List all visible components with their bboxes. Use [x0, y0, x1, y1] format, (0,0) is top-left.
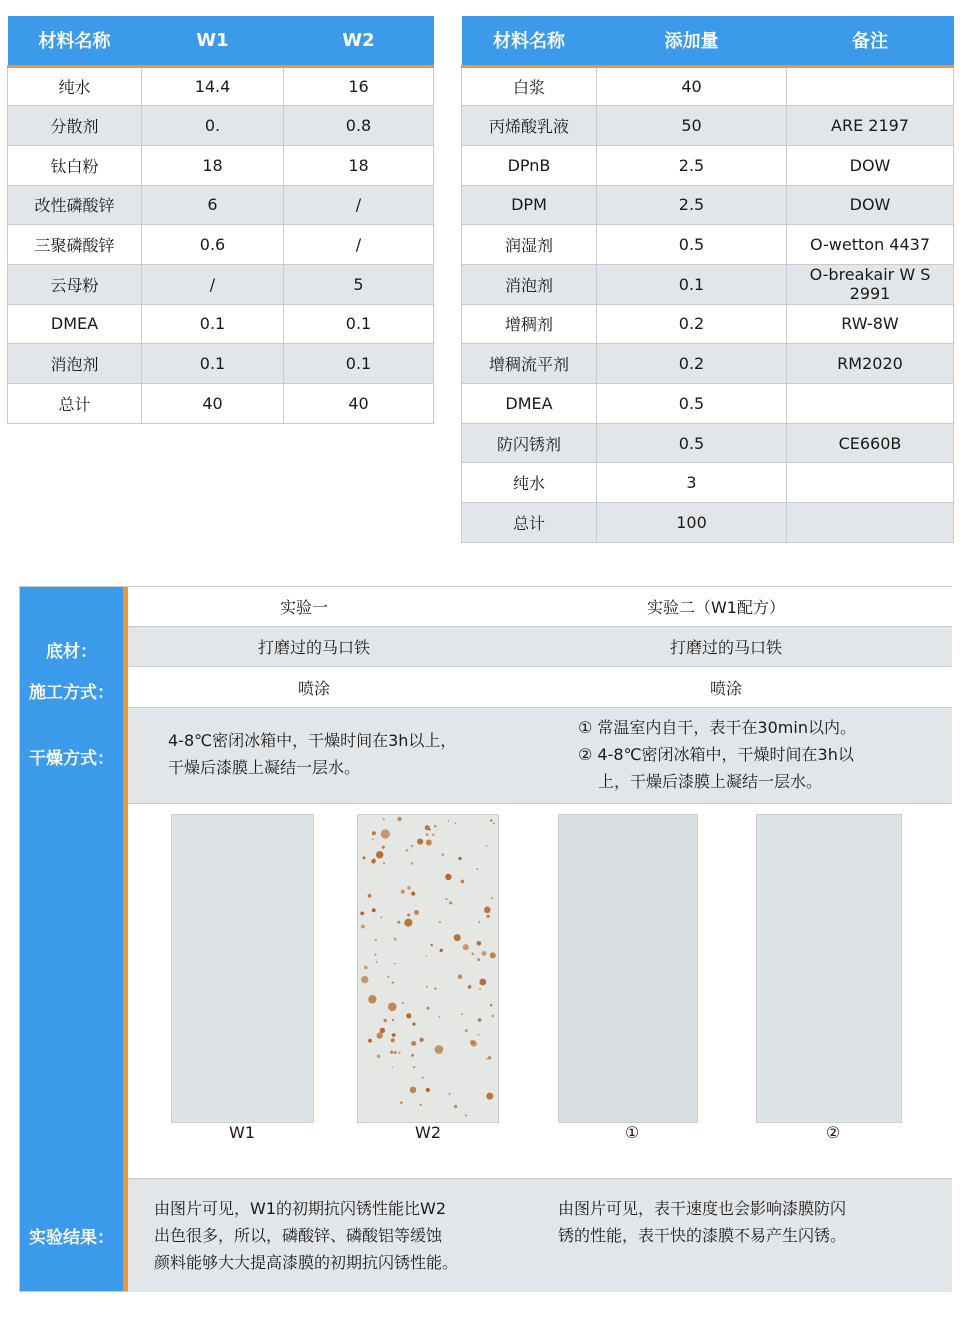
rust-spot — [493, 822, 495, 824]
rust-spot — [400, 1102, 402, 1104]
drying-2-line: ② 4-8℃密闭冰箱中，干燥时间在3h以 — [578, 745, 854, 764]
rust-spot — [411, 862, 413, 864]
table-cell: 分散剂 — [8, 106, 142, 146]
header-w1: W1 — [142, 16, 284, 66]
table-row — [462, 503, 954, 543]
result-label: 实验结果： — [29, 1228, 114, 1248]
rust-spot — [361, 976, 368, 983]
rust-spot — [426, 833, 429, 836]
rust-spot — [368, 995, 376, 1003]
rust-spot — [390, 1051, 393, 1054]
table-cell: 增稠剂 — [462, 304, 597, 344]
panel-w1 — [171, 814, 314, 1123]
drying-1-text — [168, 727, 508, 781]
header-remark: 备注 — [787, 16, 954, 66]
table-cell: O-wetton 4437 — [787, 225, 954, 265]
table-cell: DOW — [787, 145, 954, 185]
header-material: 材料名称 — [8, 16, 142, 66]
table-cell: 纯水 — [462, 463, 597, 503]
table-cell: 0.1 — [142, 304, 284, 344]
rust-spot — [471, 953, 474, 956]
rust-spots — [358, 815, 498, 1122]
table-cell: 0.5 — [597, 225, 787, 265]
rust-spot — [486, 845, 488, 847]
rust-spot — [438, 1016, 440, 1018]
rust-spot — [441, 853, 444, 856]
panel-caption-w2: W2 — [415, 1123, 441, 1142]
result-1-text — [154, 1195, 554, 1276]
table-cell: 16 — [284, 66, 434, 106]
table-row — [462, 423, 954, 463]
table-cell: 增稠流平剂 — [462, 344, 597, 384]
method-label: 施工方式： — [29, 683, 114, 703]
rust-spot — [488, 1056, 491, 1059]
table-row — [8, 384, 434, 424]
table-row — [8, 145, 434, 185]
table-cell: / — [284, 225, 434, 265]
table-cell: DPM — [462, 185, 597, 225]
table-cell: 改性磷酸锌 — [8, 185, 142, 225]
rust-spot — [479, 979, 486, 986]
rust-spot — [361, 925, 365, 929]
rust-spot — [364, 966, 368, 970]
table-row — [8, 225, 434, 265]
panel-caption-w1: W1 — [229, 1123, 255, 1142]
table-cell: ARE 2197 — [787, 106, 954, 146]
rust-spot — [377, 1054, 381, 1058]
experiment-1-title: 实验一 — [279, 598, 328, 617]
rust-spot — [435, 1045, 444, 1054]
rust-spot — [434, 988, 436, 990]
rust-spot — [372, 908, 376, 912]
header-amount: 添加量 — [597, 16, 787, 66]
table-cell: 0.2 — [597, 344, 787, 384]
rust-spot — [383, 862, 385, 864]
drying-2-line: ① 常温室内自干，表干在30min以内。 — [578, 718, 856, 737]
rust-spot — [470, 1040, 475, 1045]
table-cell: 0.1 — [284, 344, 434, 384]
rust-spot — [417, 839, 423, 845]
table-row — [8, 66, 434, 106]
experiment-2-title: 实验二（W1配方） — [646, 598, 785, 617]
table-cell: 40 — [597, 66, 787, 106]
result-1-line: 颜料能够大大提高漆膜的初期抗闪锈性能。 — [154, 1253, 459, 1272]
rust-spot — [375, 939, 377, 941]
rust-spot — [490, 952, 496, 958]
result-2-text — [558, 1195, 948, 1249]
result-row — [128, 1179, 952, 1292]
rust-spot — [406, 849, 409, 852]
rust-spot — [392, 1019, 394, 1021]
rust-spot — [411, 845, 414, 848]
rust-spot — [420, 1038, 424, 1042]
drying-1-line: 干燥后漆膜上凝结一层水。 — [168, 758, 361, 777]
table-cell: 2.5 — [597, 185, 787, 225]
table-cell: RW-8W — [787, 304, 954, 344]
table-row — [462, 264, 954, 304]
rust-spot — [382, 846, 385, 849]
table-cell — [787, 503, 954, 543]
rust-spot — [486, 915, 489, 918]
rust-spot — [399, 1052, 401, 1054]
rust-spot — [362, 856, 365, 859]
rust-spot — [445, 874, 451, 880]
rust-spot — [394, 938, 397, 941]
rust-spot — [477, 868, 479, 870]
rust-spot — [371, 859, 376, 864]
rust-spot — [484, 907, 491, 914]
rust-spot — [411, 892, 415, 896]
table-cell: 0.6 — [142, 225, 284, 265]
table-cell: 100 — [597, 503, 787, 543]
table-cell: DOW — [787, 185, 954, 225]
rust-spot — [414, 910, 419, 915]
table-row — [462, 384, 954, 424]
panel-caption-1: ① — [624, 1123, 640, 1142]
rust-spot — [449, 902, 452, 905]
table-row — [462, 304, 954, 344]
result-2-line: 由图片可见，表干速度也会影响漆膜防闪 — [558, 1199, 847, 1218]
rust-spot — [394, 1051, 397, 1054]
panel-photo-row — [128, 804, 952, 1179]
table-cell: 润湿剂 — [462, 225, 597, 265]
table-cell: DMEA — [8, 304, 142, 344]
rust-spot — [388, 1003, 397, 1012]
panel-w2-rusted — [357, 814, 499, 1123]
rust-spot — [413, 1066, 415, 1068]
table-row — [8, 264, 434, 304]
table-row — [462, 185, 954, 225]
rust-spot — [411, 1054, 414, 1057]
rust-spot — [381, 829, 390, 838]
table-cell: 纯水 — [8, 66, 142, 106]
substrate-row — [128, 627, 952, 667]
table-cell: 0.2 — [597, 304, 787, 344]
rust-spot — [432, 834, 434, 836]
table-cell: 18 — [142, 145, 284, 185]
table-cell: 50 — [597, 106, 787, 146]
rust-spot — [410, 1087, 417, 1094]
rust-spot — [463, 944, 469, 950]
rust-spot — [368, 1039, 372, 1043]
experiment-section — [19, 586, 952, 1292]
rust-spot — [446, 898, 448, 900]
rust-spot — [491, 897, 493, 899]
table-cell: DPnB — [462, 145, 597, 185]
table-cell: 丙烯酸乳液 — [462, 106, 597, 146]
table-cell: 三聚磷酸锌 — [8, 225, 142, 265]
rust-spot — [479, 988, 481, 990]
rust-spot — [392, 982, 394, 984]
table-cell: 40 — [142, 384, 284, 424]
rust-spot — [439, 921, 441, 923]
rust-spot — [440, 949, 443, 952]
rust-spot — [458, 857, 461, 860]
table-cell: 0.1 — [142, 344, 284, 384]
table-cell: 3 — [597, 463, 787, 503]
rust-spot — [430, 944, 433, 947]
header-w2: W2 — [284, 16, 434, 66]
rust-spot — [455, 822, 457, 824]
table-cell: 0.5 — [597, 423, 787, 463]
result-1-line: 出色很多，所以，磷酸锌、磷酸铝等缓蚀 — [154, 1226, 443, 1245]
table-cell — [787, 66, 954, 106]
rust-spot — [402, 1002, 404, 1004]
table-row — [8, 344, 434, 384]
table-cell: 5 — [284, 264, 434, 304]
rust-spot — [360, 912, 364, 916]
method-1: 喷涂 — [297, 678, 330, 698]
table-header-row — [462, 16, 954, 66]
rust-spot — [380, 916, 382, 918]
result-2-line: 锈的性能，表干快的漆膜不易产生闪锈。 — [558, 1226, 847, 1245]
rust-spot — [490, 1004, 492, 1006]
rust-spot — [404, 919, 412, 927]
substrate-2: 打磨过的马口铁 — [669, 638, 782, 657]
rust-spot — [454, 1105, 457, 1108]
table-cell: 18 — [284, 145, 434, 185]
table-cell: 总计 — [462, 503, 597, 543]
drying-row — [128, 708, 952, 804]
rust-spot — [397, 921, 400, 924]
substrate-1: 打磨过的马口铁 — [257, 638, 370, 657]
table-row — [462, 344, 954, 384]
method-row — [128, 667, 952, 708]
rust-spot — [461, 1013, 463, 1015]
rust-spot — [490, 819, 492, 821]
table-cell: O-breakair W S 2991 — [787, 264, 954, 304]
rust-spot — [482, 951, 487, 956]
rust-spot — [478, 921, 480, 923]
rust-spot — [376, 961, 378, 963]
table-row — [462, 145, 954, 185]
rust-spot — [426, 955, 428, 957]
panel-2 — [756, 814, 902, 1123]
table-row — [8, 185, 434, 225]
drying-2-line: 上，干燥后漆膜上凝结一层水。 — [598, 772, 823, 791]
rust-spot — [383, 818, 385, 820]
rust-spot — [374, 858, 376, 860]
rust-spot — [477, 958, 480, 961]
rust-spot — [376, 851, 383, 858]
table-row — [8, 304, 434, 344]
table-cell: 2.5 — [597, 145, 787, 185]
rust-spot — [372, 831, 376, 835]
rust-spot — [465, 1029, 468, 1032]
rust-spot — [426, 1088, 430, 1092]
rust-spot — [449, 1093, 451, 1095]
panel-caption-2: ② — [825, 1123, 841, 1142]
table-cell: CE660B — [787, 423, 954, 463]
rust-spot — [425, 825, 430, 830]
method-2: 喷涂 — [709, 678, 742, 698]
substrate-label: 底材： — [46, 642, 97, 662]
rust-spot — [411, 1041, 416, 1046]
table-row — [462, 66, 954, 106]
rust-spot — [427, 1007, 430, 1010]
rust-spot — [368, 894, 372, 898]
rust-spot — [486, 1058, 488, 1060]
rust-spot — [407, 886, 411, 890]
rust-spot — [465, 1114, 467, 1116]
table-cell: 钛白粉 — [8, 145, 142, 185]
table-row — [8, 106, 434, 146]
table-cell: 0.8 — [284, 106, 434, 146]
rust-spot — [372, 838, 374, 840]
table-cell: 总计 — [8, 384, 142, 424]
table-cell: 0.1 — [597, 264, 787, 304]
table-row — [462, 106, 954, 146]
rust-spot — [391, 1038, 395, 1042]
rust-spot — [461, 880, 465, 884]
table-header-row — [8, 16, 434, 66]
rust-spot — [434, 825, 437, 828]
table-cell: 14.4 — [142, 66, 284, 106]
rust-spot — [406, 1013, 411, 1018]
rust-spot — [392, 1067, 394, 1069]
table-cell: DMEA — [462, 384, 597, 424]
rust-spot — [426, 840, 432, 846]
rust-spot — [454, 934, 461, 941]
rust-spot — [394, 963, 396, 965]
rust-spot — [383, 1019, 387, 1023]
table-cell: 0. — [142, 106, 284, 146]
table-cell: 云母粉 — [8, 264, 142, 304]
table-row — [462, 225, 954, 265]
table-row — [462, 463, 954, 503]
table-cell: 消泡剂 — [462, 264, 597, 304]
rust-spot — [388, 976, 390, 978]
rust-spot — [392, 1033, 396, 1037]
panel-1 — [558, 814, 698, 1123]
rust-spot — [448, 821, 450, 823]
rust-spot — [375, 954, 377, 956]
rust-spot — [486, 1093, 493, 1100]
rust-spot — [377, 1032, 383, 1038]
rust-spot — [477, 941, 482, 946]
drying-label: 干燥方式： — [29, 749, 114, 769]
header-material: 材料名称 — [462, 16, 597, 66]
experiment-label-column — [20, 587, 123, 1291]
rust-spot — [458, 975, 462, 979]
rust-spot — [422, 1077, 424, 1079]
table-cell: 0.1 — [284, 304, 434, 344]
rust-spot — [478, 1018, 482, 1022]
rust-spot — [380, 1028, 385, 1033]
table-cell: RM2020 — [787, 344, 954, 384]
rust-spot — [426, 986, 428, 988]
result-1-line: 由图片可见，W1的初期抗闪锈性能比W2 — [154, 1199, 447, 1218]
table-cell: 0.5 — [597, 384, 787, 424]
table-cell — [787, 463, 954, 503]
table-cell: / — [284, 185, 434, 225]
formula-table-w1-w2 — [7, 16, 434, 424]
drying-1-line: 4-8℃密闭冰箱中，干燥时间在3h以上， — [168, 731, 457, 750]
rust-spot — [492, 1015, 494, 1017]
rust-spot — [412, 1023, 415, 1026]
table-cell: / — [142, 264, 284, 304]
rust-spot — [420, 1104, 422, 1106]
rust-spot — [478, 1034, 480, 1036]
table-cell: 消泡剂 — [8, 344, 142, 384]
table-cell: 防闪锈剂 — [462, 423, 597, 463]
rust-spot — [401, 890, 405, 894]
table-cell: 白浆 — [462, 66, 597, 106]
rust-spot — [407, 914, 410, 917]
table-cell — [787, 384, 954, 424]
table-cell: 40 — [284, 384, 434, 424]
experiment-title-row — [128, 587, 952, 627]
rust-spot — [397, 817, 401, 821]
drying-2-text — [578, 714, 948, 795]
rust-spot — [468, 985, 472, 989]
table-cell: 6 — [142, 185, 284, 225]
formula-table-additions — [461, 16, 954, 543]
